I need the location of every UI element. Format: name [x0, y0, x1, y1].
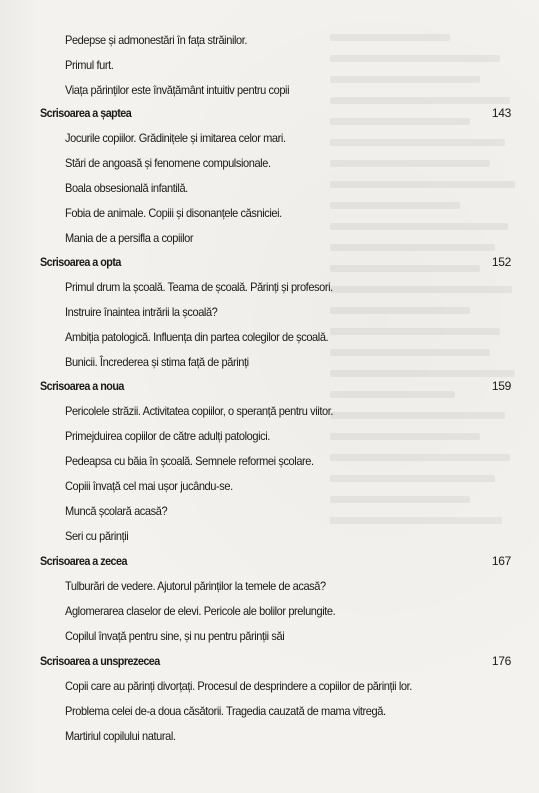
toc-entry-text: Seri cu părinții	[65, 529, 129, 543]
chapter-page-number: 167	[491, 554, 511, 568]
toc-entry	[0, 55, 539, 75]
chapter-title: Scrisoarea a opta	[40, 255, 121, 269]
toc-entry-text: Martiriul copilului natural.	[65, 729, 176, 743]
toc-entry-text: Ambiția patologică. Influența din partea colegilor de școală.	[65, 330, 329, 344]
chapter-title: Scrisoarea a unsprezecea	[40, 654, 160, 668]
toc-entry	[0, 327, 539, 347]
toc-entry-text: Copilul învață pentru sine, și nu pentru părinții săi	[65, 629, 285, 643]
toc-entry	[0, 526, 539, 546]
toc-entry	[0, 203, 539, 223]
chapter-title: Scrisoarea a șaptea	[40, 106, 132, 120]
toc-entry-text: Instruire înaintea intrării la școală?	[65, 305, 218, 319]
toc-entry	[0, 277, 539, 297]
toc-entry-text: Primejduirea copiilor de către adulți patologici.	[65, 429, 270, 443]
toc-entry	[0, 426, 539, 446]
toc-entry-text: Mania de a persifla a copiilor	[65, 231, 194, 245]
toc-entry	[0, 701, 539, 721]
toc-entry	[0, 601, 539, 621]
toc-entry	[0, 80, 539, 100]
toc-chapter-heading	[0, 551, 539, 571]
toc-entry-text: Primul drum la școală. Teama de școală. Părinți și profesori.	[65, 280, 333, 294]
toc-entry-text: Jocurile copiilor. Grădinițele și imitarea celor mari.	[65, 131, 286, 145]
chapter-page-number: 176	[491, 654, 511, 668]
toc-entry-text: Stări de angoasă și fenomene compulsionale.	[65, 156, 271, 170]
toc-entry	[0, 228, 539, 248]
toc-entry	[0, 178, 539, 198]
toc-entry-text: Viața părinților este învățământ intuitiv pentru copii	[65, 83, 290, 97]
chapter-title: Scrisoarea a noua	[40, 379, 124, 393]
toc-entry-text: Boala obsesională infantilă.	[65, 181, 188, 195]
toc-entry	[0, 626, 539, 646]
toc-entry	[0, 352, 539, 372]
toc-entry-text: Primul furt.	[65, 58, 114, 72]
toc-entry	[0, 401, 539, 421]
toc-chapter-heading	[0, 103, 539, 123]
chapter-page-number: 143	[491, 106, 511, 120]
toc-entry	[0, 476, 539, 496]
toc-entry-text: Fobia de animale. Copiii și disonanțele căsniciei.	[65, 206, 282, 220]
toc-chapter-heading	[0, 252, 539, 272]
toc-entry	[0, 153, 539, 173]
chapter-page-number: 159	[491, 379, 511, 393]
toc-entry-text: Pedeapsa cu băia în școală. Semnele reformei școlare.	[65, 454, 314, 468]
toc-entry-text: Tulburări de vedere. Ajutorul părinților la temele de acasă?	[65, 579, 326, 593]
toc-entry-text: Bunicii. Încrederea și stima față de părinți	[65, 355, 249, 369]
toc-entry	[0, 501, 539, 521]
toc-entry-text: Pedepse și admonestări în fața străinilor.	[65, 33, 248, 47]
chapter-page-number: 152	[491, 255, 511, 269]
toc-entry-text: Problema celei de-a doua căsătorii. Tragedia cauzată de mama vitregă.	[65, 704, 386, 718]
toc-entry-text: Muncă școlară acasă?	[65, 504, 168, 518]
chapter-title: Scrisoarea a zecea	[40, 554, 127, 568]
toc-entry-text: Copiii învață cel mai ușor jucându-se.	[65, 479, 233, 493]
toc-entry	[0, 451, 539, 471]
toc-entry-text: Aglomerarea claselor de elevi. Pericole ale bolilor prelungite.	[65, 604, 336, 618]
toc-entry	[0, 726, 539, 746]
toc-entry-text: Pericolele străzii. Activitatea copiilor, o speranță pentru viitor.	[65, 404, 334, 418]
toc-entry	[0, 302, 539, 322]
toc-chapter-heading	[0, 651, 539, 671]
toc-chapter-heading	[0, 376, 539, 396]
toc-entry-text: Copii care au părinți divorțați. Procesul de desprindere a copiilor de părinții lor.	[65, 679, 412, 693]
toc-entry	[0, 30, 539, 50]
toc-entry	[0, 128, 539, 148]
toc-entry	[0, 676, 539, 696]
toc-entry	[0, 576, 539, 596]
